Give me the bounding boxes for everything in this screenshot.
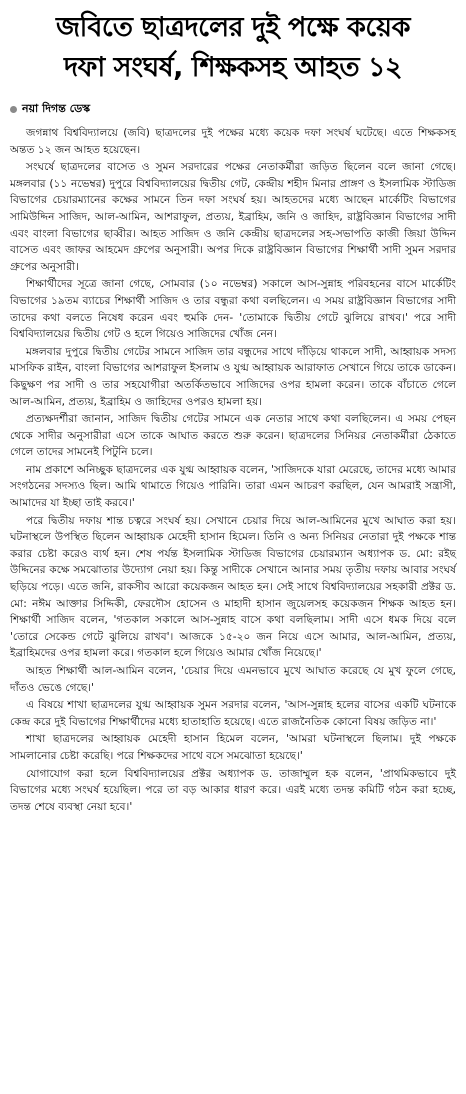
paragraph: শাখা ছাত্রদলের আহ্বায়ক মেহেদী হাসান হিমেল বলেন, 'আমরা ঘটনাস্থলে ছিলাম। দুই পক্ষকে সামলানোর চেষ্টা করেছি। পরে শিক্ষকদের সাথে বসে সমঝোতা হয়েছে।' [10, 733, 456, 762]
paragraph: শিক্ষার্থীদের সূত্রে জানা গেছে, সোমবার (১০ নভেম্বর) সকালে আস-সুন্নাহ পরিবহনের বাসে মার্কেটিং বিভাগের ১৯তম ব্যাচের শিক্ষার্থী সাজিদ ও তার বন্ধুরা কথা বলছিলেন। এ সময় রাষ্ট্রবিজ্ঞান বিভাগের সাদী তাদের কথা বলতে নিষেধ করেন এবং হুমকি দেন- 'তোমাকে দ্বিতীয় গেটে ঝুলিয়ে রাখব।' পরে সাদী বিশ্ববিদ্যালয়ের দ্বিতীয় গেট ও হলে গিয়েও সাজিদের খোঁজ নেন। [10, 278, 456, 341]
byline-row [10, 100, 456, 119]
paragraph: মঙ্গলবার দুপুরে দ্বিতীয় গেটের সামনে সাজিদ তার বন্ধুদের সাথে দাঁড়িয়ে থাকলে সাদী, আহ্বায়ক সদস্য মাসফিক রাইন, বাংলা বিভাগের আশরাফুল ইসলাম ও যুগ্ম আহ্বায়ক আরাফাত সেখানে গিয়ে তাকে ডাকেন। কিছুক্ষণ পর সাদী ও তার সহযোগীরা অতর্কিতভাবে সাজিদের ওপর হামলা করেন। তাকে বাঁচাতে গেলে আল-আমিন, প্রত্যয়, ইব্রাহিম ও জাহিদের ওপরও হামলা হয়। [10, 345, 457, 408]
headline-line-2: দফা সংঘর্ষ, শিক্ষকসহ আহত ১২ [63, 52, 403, 83]
paragraph: প্রত্যক্ষদর্শীরা জানান, সাজিদ দ্বিতীয় গেটের সামনে এক নেতার সাথে কথা বলছিলেন। এ সময় পেছন থেকে সাদীর অনুসারীরা এসে তাকে আঘাত করতে শুরু করেন। ছাত্রদলের সিনিয়র নেতাকর্মীরা ঠেকাতে গেলে তাদের সামনেই পিটুনি চলে। [10, 413, 456, 459]
bullet-icon [10, 106, 17, 113]
article-body [10, 125, 456, 815]
paragraph: জগন্নাথ বিশ্ববিদ্যালয়ে (জবি) ছাত্রদলের দুই পক্ষের মধ্যে কয়েক দফা সংঘর্ষ ঘটেছে। এতে শিক্ষকসহ অন্তত ১২ জন আহত হয়েছেন। [10, 127, 456, 156]
paragraph: এ বিষয়ে শাখা ছাত্রদলের যুগ্ম আহ্বায়ক সুমন সরদার বলেন, 'আস-সুন্নাহ হলের বাসের একটি ঘটনাকে কেন্দ্র করে দুই বিভাগের শিক্ষার্থীদের মধ্যে হাতাহাতি হয়েছে। এতে রাজনৈতিক কোনো বিষয় জড়িত না।' [10, 699, 456, 728]
paragraph: সংঘর্ষে ছাত্রদলের বাসেত ও সুমন সরদারের পক্ষের নেতাকর্মীরা জড়িত ছিলেন বলে জানা গেছে। মঙ্গলবার (১১ নভেম্বর) দুপুরে বিশ্ববিদ্যালয়ের দ্বিতীয় গেট, কেন্দ্রীয় শহীদ মিনার প্রাঙ্গণ ও ইসলামিক স্টাডিজ বিভাগের চেয়ারম্যানের কক্ষের সামনে তিন দফা সংঘর্ষ হয়। আহতদের মধ্যে আছেন মার্কেটিং বিভাগের সামিউদ্দিন সাজিদ, আল-আমিন, আশরাফুল, প্রত্যয়, ইব্রাহিম, জনি ও জাহিদ, রাষ্ট্রবিজ্ঞান বিভাগের সাদী এবং বাংলা বিভাগের ছাব্বীর। আহত সাজিদ ও জনি কেন্দ্রীয় ছাত্রদলের সহ-সভাপতি কাজী জিয়া উদ্দিন বাসেত এবং জাফর আহমেদ গ্রুপের অনুসারী। অপর দিকে রাষ্ট্রবিজ্ঞান বিভাগের শিক্ষার্থী সাদী সুমন সরদার গ্রুপের অনুসারী। [10, 161, 456, 273]
headline [10, 8, 456, 88]
paragraph: নাম প্রকাশে অনিচ্ছুক ছাত্রদলের এক যুগ্ম আহ্বায়ক বলেন, 'সাজিদকে যারা মেরেছে, তাদের মধ্যে আমার সংগঠনের সদস্যও ছিল। আমি থামাতে গিয়েও পারিনি। তারা এমন আচরণ করছিল, যেন আমরাই সন্ত্রাসী, আমাদের যা ইচ্ছা তাই করবে।' [10, 463, 456, 510]
paragraph: যোগাযোগ করা হলে বিশ্ববিদ্যালয়ের প্রক্টর অধ্যাপক ড. তাজাম্মুল হক বলেন, 'প্রাথমিকভাবে দুই বিভাগের মধ্যে সংঘর্ষ হয়েছিল। পরে তা বড় আকার ধারণ করে। এরই মধ্যে তদন্ত কমিটি গঠন করা হচ্ছে, তদন্ত শেষে ব্যবস্থা নেয়া হবে।' [10, 767, 456, 813]
paragraph: আহত শিক্ষার্থী আল-আমিন বলেন, 'চেয়ার দিয়ে এমনভাবে মুখে আঘাত করেছে যে মুখ ফুলে গেছে, দাঁতও ভেঙে গেছে।' [10, 665, 456, 694]
byline: নয়া দিগন্ত ডেস্ক [22, 102, 91, 115]
headline-line-1: জবিতে ছাত্রদলের দুই পক্ষে কয়েক [56, 12, 410, 43]
paragraph: পরে দ্বিতীয় দফায় শান্ত চত্বরে সংঘর্ষ হয়। সেখানে চেয়ার দিয়ে আল-আমিনের মুখে আঘাত করা হয়। ঘটনাস্থলে উপস্থিত ছিলেন আহ্বায়ক মেহেদী হাসান হিমেল। তিনি ও অন্য সিনিয়র নেতারা দুই পক্ষকে শান্ত করার চেষ্টা করেও ব্যর্থ হন। শেষ পর্যন্ত ইসলামিক স্টাডিজ বিভাগের চেয়ারম্যান অধ্যাপক ড. মো: রইছ উদ্দিনের কক্ষে সমঝোতার উদ্যোগ নেয়া হয়। কিন্তু সাদীকে সেখানে আনার সময় তৃতীয় দফায় আবার সংঘর্ষ ছড়িয়ে পড়ে। এতে জনি, রাকসীব আরো কয়েকজন আহত হন। সেই সাথে বিশ্ববিদ্যালয়ের সহকারী প্রক্টর ড. মো: নঈম আক্তার সিদ্দিকী, ফেরদৌস হোসেন ও মাহাদী হাসান জুয়েলসহ কয়েকজন শিক্ষক আহত হন। শিক্ষার্থী সাজিদ বলেন, 'গতকাল সকালে আস-সুন্নাহ বাসে কথা বলছিলাম। সাদী এসে ধমক দিয়ে বলে 'তোরে সেকেন্ড গেটে ঝুলিয়ে রাখব'। আজকে ১৫-২০ জন নিয়ে এসে আমার, আল-আমিন, প্রত্যয়, ইব্রাহিমদের ওপর হামলা করে। গতকাল হলে গিয়েও আমার খোঁজ নিয়েছে।' [10, 514, 456, 660]
